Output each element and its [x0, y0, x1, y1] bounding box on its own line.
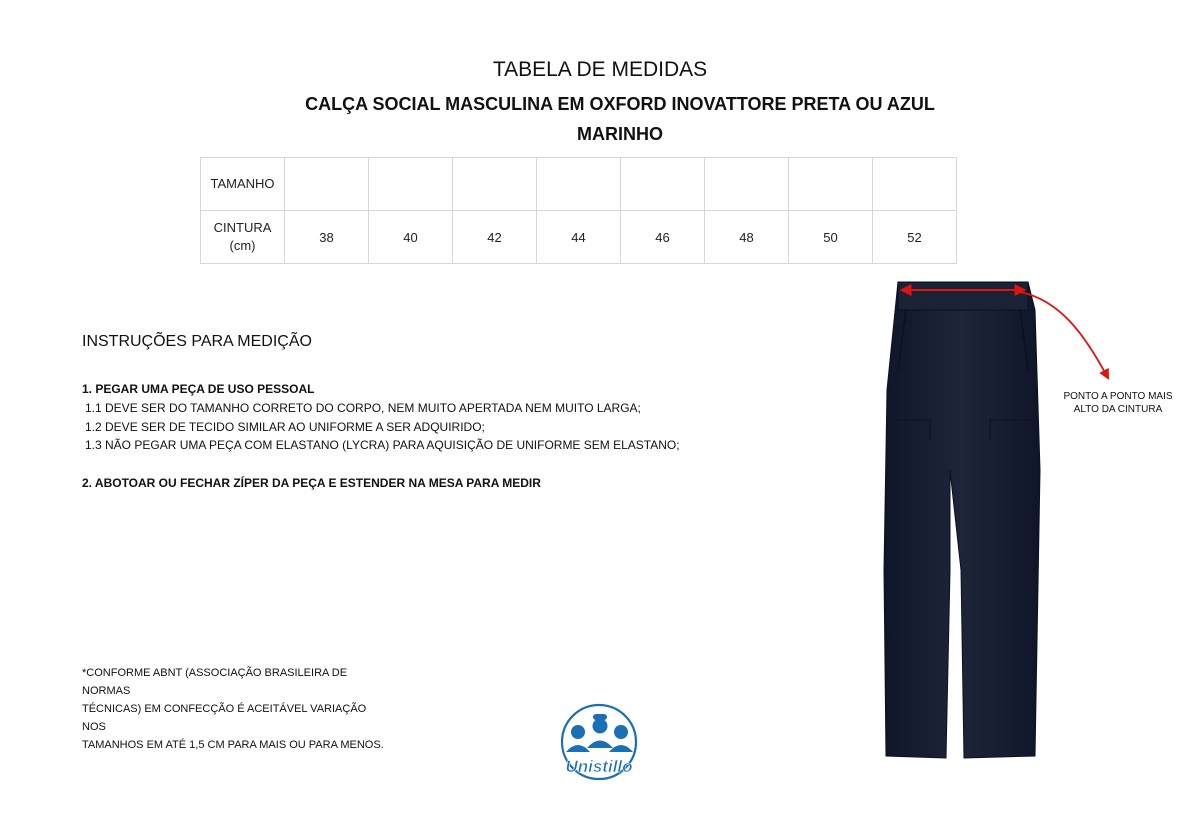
product-title: CALÇA SOCIAL MASCULINA EM OXFORD INOVATTORE PRETA OU AZUL MARINHO: [305, 94, 935, 144]
waist-value: 42: [453, 211, 537, 264]
annotation-line: ALTO DA CINTURA: [1073, 404, 1163, 415]
abnt-note: [82, 664, 392, 754]
annotation-line: PONTO A PONTO MAIS: [1063, 391, 1173, 402]
size-cell: [705, 158, 789, 211]
instruction-step-2: 2. ABOTOAR OU FECHAR ZÍPER DA PEÇA E ESTENDER NA MESA PARA MEDIR: [82, 476, 541, 490]
size-cell: [621, 158, 705, 211]
waist-value: 40: [369, 211, 453, 264]
logo-text: Unistillo: [565, 757, 633, 776]
table-row: [201, 158, 957, 211]
size-cell: [285, 158, 369, 211]
page-title: TABELA DE MEDIDAS: [492, 58, 708, 81]
size-label: TAMANHO: [201, 158, 285, 211]
instructions-title: INSTRUÇÕES PARA MEDIÇÃO: [82, 333, 312, 350]
note-line: TAMANHOS EM ATÉ 1,5 CM PARA MAIS OU PARA MENOS.: [82, 739, 384, 751]
waist-value: 44: [537, 211, 621, 264]
size-table: [200, 157, 957, 264]
waist-value: 52: [873, 211, 957, 264]
size-cell: [369, 158, 453, 211]
note-line: *CONFORME ABNT (ASSOCIAÇÃO BRASILEIRA DE NORMAS: [82, 667, 348, 697]
unistillo-logo: [552, 700, 646, 784]
table-row: [201, 211, 957, 264]
waist-label-line1: CINTURA: [213, 220, 272, 235]
waist-value: 46: [621, 211, 705, 264]
waistband: [898, 282, 1028, 310]
size-cell: [873, 158, 957, 211]
note-line: TÉCNICAS) EM CONFECÇÃO É ACEITÁVEL VARIAÇÃO NOS: [82, 703, 367, 733]
waist-label-line2: (cm): [229, 238, 256, 253]
size-cell: [789, 158, 873, 211]
waist-value: 48: [705, 211, 789, 264]
waist-label: [201, 211, 285, 264]
pants-illustration: [870, 270, 1180, 770]
waist-value: 50: [789, 211, 873, 264]
size-cell: [537, 158, 621, 211]
waist-value: 38: [285, 211, 369, 264]
instruction-step-1: 1. PEGAR UMA PEÇA DE USO PESSOAL: [82, 382, 315, 396]
instruction-step-1-1: 1.1 DEVE SER DO TAMANHO CORRETO DO CORPO, NEM MUITO APERTADA NEM MUITO LARGA;: [85, 401, 641, 415]
instruction-step-1-2: 1.2 DEVE SER DE TECIDO SIMILAR AO UNIFORME A SER ADQUIRIDO;: [85, 420, 485, 434]
people-icon: [566, 714, 633, 752]
pants-shape: [884, 282, 1040, 758]
instruction-step-1-3: 1.3 NÃO PEGAR UMA PEÇA COM ELASTANO (LYCRA) PARA AQUISIÇÃO DE UNIFORME SEM ELASTANO;: [85, 438, 680, 452]
size-cell: [453, 158, 537, 211]
